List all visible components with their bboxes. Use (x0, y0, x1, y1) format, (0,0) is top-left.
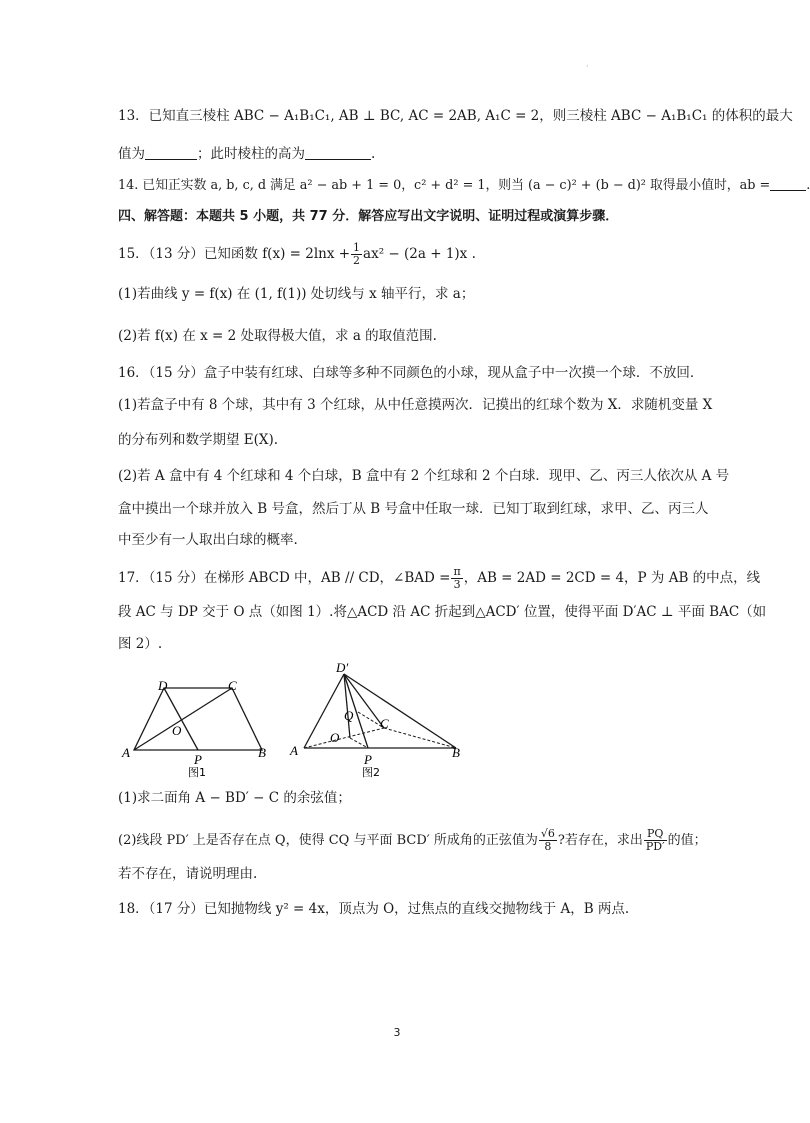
q13-answer-blank-1[interactable] (145, 145, 197, 160)
q17-sine-den: 8 (544, 840, 552, 853)
q15-part2: (2)若 f(x) 在 x = 2 处取得极大值，求 a 的取值范围. (118, 328, 437, 344)
fig1-label-a: A (122, 745, 130, 760)
q13-line2-c: . (371, 146, 376, 162)
q17-sine-fraction (539, 828, 557, 853)
fig1-label-d: D (158, 678, 168, 693)
q14-text: 14. 已知正实数 a, b, c, d 满足 a² − ab + 1 = 0，c² + d² = 1，则当 (a − c)² + (b − d)² 取得最小值时，ab = (118, 178, 771, 193)
q15-fraction (351, 242, 362, 267)
fig2-label-a: A (290, 743, 298, 758)
q16-part2-b: 盒中摸出一个球并放入 B 号盒，然后丁从 B 号盒中任取一球．已知丁取到红球，求甲、乙、丙三人 (118, 501, 709, 517)
q17-ratio-den: PD′ (645, 840, 665, 853)
q17-line3: 图 2）. (118, 636, 163, 652)
fig2-label-o: O (330, 730, 340, 745)
q17-part2-d: 若不存在，请说明理由. (118, 866, 258, 882)
q17-heading (118, 565, 761, 591)
q17-sine-num: √6 (540, 827, 555, 840)
q17-ratio-fraction (644, 828, 667, 853)
fig2-hidden-cb (384, 728, 456, 748)
figure-2 (304, 674, 456, 748)
fig2-label-q: Q (344, 708, 354, 723)
q17-part2-b: ?若存在，求出 (557, 833, 643, 848)
fig1-trapezoid (134, 688, 262, 750)
scan-mark: · (586, 62, 589, 71)
q18-heading: 18．（17 分）已知抛物线 y² = 4x，顶点为 O，过焦点的直线交抛物线于 A，B 两点. (118, 901, 630, 917)
q17-part2-a: (2)线段 PD′ 上是否存在点 Q，使得 CQ 与平面 BCD′ 所成角的正弦值为 (118, 833, 538, 848)
q17-ratio-num: PQ (644, 828, 667, 841)
fig1-label-p: P (194, 752, 202, 767)
q15-head-a: 15．（13 分）已知函数 f(x) = 2lnx + (118, 246, 351, 262)
q17-part2-c: 的值； (667, 833, 707, 848)
q16-part1-a: (1)若盒子中有 8 个球，其中有 3 个红球，从中任意摸两次．记摸出的红球个数为 X．求随机变量 X (118, 397, 713, 413)
fig2-label-d: D′ (336, 660, 349, 675)
q17-angle-den: 3 (453, 578, 461, 591)
fig2-label-c: C (380, 716, 389, 731)
q13-line2-b: ；此时棱柱的高为 (197, 146, 305, 162)
q14-line (118, 176, 810, 196)
q17-part2 (118, 828, 728, 853)
q16-part2-c: 中至少有一人取出白球的概率. (118, 532, 298, 548)
page-number: 3 (393, 1026, 401, 1039)
q16-heading: 16．（15 分）盒子中装有红球、白球等多种不同颜色的小球，现从盒子中一次摸一个球．不放回． (118, 365, 704, 381)
q13-line2 (118, 144, 728, 164)
fig1-label-o: O (172, 723, 182, 738)
q13-answer-blank-2[interactable] (305, 145, 371, 160)
q15-heading (118, 242, 728, 267)
q14-answer-blank[interactable] (770, 176, 806, 191)
q17-angle-num: π (453, 565, 461, 578)
q13-line1: 13．已知直三棱柱 ABC − A₁B₁C₁, AB ⊥ BC, AC = 2AB, A₁C = 2，则三棱柱 ABC − A₁B₁C₁ 的体积的最大 (118, 108, 793, 124)
q16-part1-b: 的分布列和数学期望 E(X). (118, 432, 279, 448)
fig2-label-p: P (364, 752, 372, 767)
q17-head-a: 17．（15 分）在梯形 ABCD 中，AB // CD，∠BAD = (118, 570, 451, 586)
q15-frac-den: 2 (353, 254, 361, 267)
fig2-caption: 图2 (362, 766, 380, 779)
fig2-edge-db (344, 674, 456, 748)
q15-part1: (1)若曲线 y = f(x) 在 (1, f(1)) 处切线与 x 轴平行，求 a； (118, 286, 475, 302)
q15-head-b: ax² − (2a + 1)x . (363, 246, 476, 262)
fig1-segment-dp (164, 688, 198, 750)
fig2-hidden-ac (304, 728, 384, 748)
fig1-label-c: C (228, 678, 237, 693)
section-4-heading: 四、解答题：本题共 5 小题，共 77 分．解答应写出文字说明、证明过程或演算步骤． (118, 209, 619, 224)
q17-head-b: ，AB = 2AD = 2CD = 4，P 为 AB 的中点，线 (463, 570, 761, 586)
fig1-label-b: B (258, 745, 266, 760)
q17-figures (118, 660, 498, 780)
fig1-caption: 图1 (188, 766, 206, 779)
q17-part1: (1)求二面角 A − BD′ − C 的余弦值； (118, 790, 351, 806)
q15-frac-num: 1 (353, 241, 361, 254)
q14-end: . (806, 178, 810, 193)
q17-line2: 段 AC 与 DP 交于 O 点（如图 1）.将△ACD 沿 AC 折起到△ACD′ 位置，使得平面 D′AC ⊥ 平面 BAC（如 (118, 604, 767, 620)
q16-part2-a: (2)若 A 盒中有 4 个红球和 4 个白球，B 盒中有 2 个红球和 2 个白球．现甲、乙、丙三人依次从 A 号 (118, 468, 730, 484)
q13-line2-a: 值为 (118, 146, 145, 162)
q17-angle-fraction (451, 566, 462, 591)
fig2-label-b: B (452, 745, 460, 760)
figure-1 (134, 688, 262, 750)
